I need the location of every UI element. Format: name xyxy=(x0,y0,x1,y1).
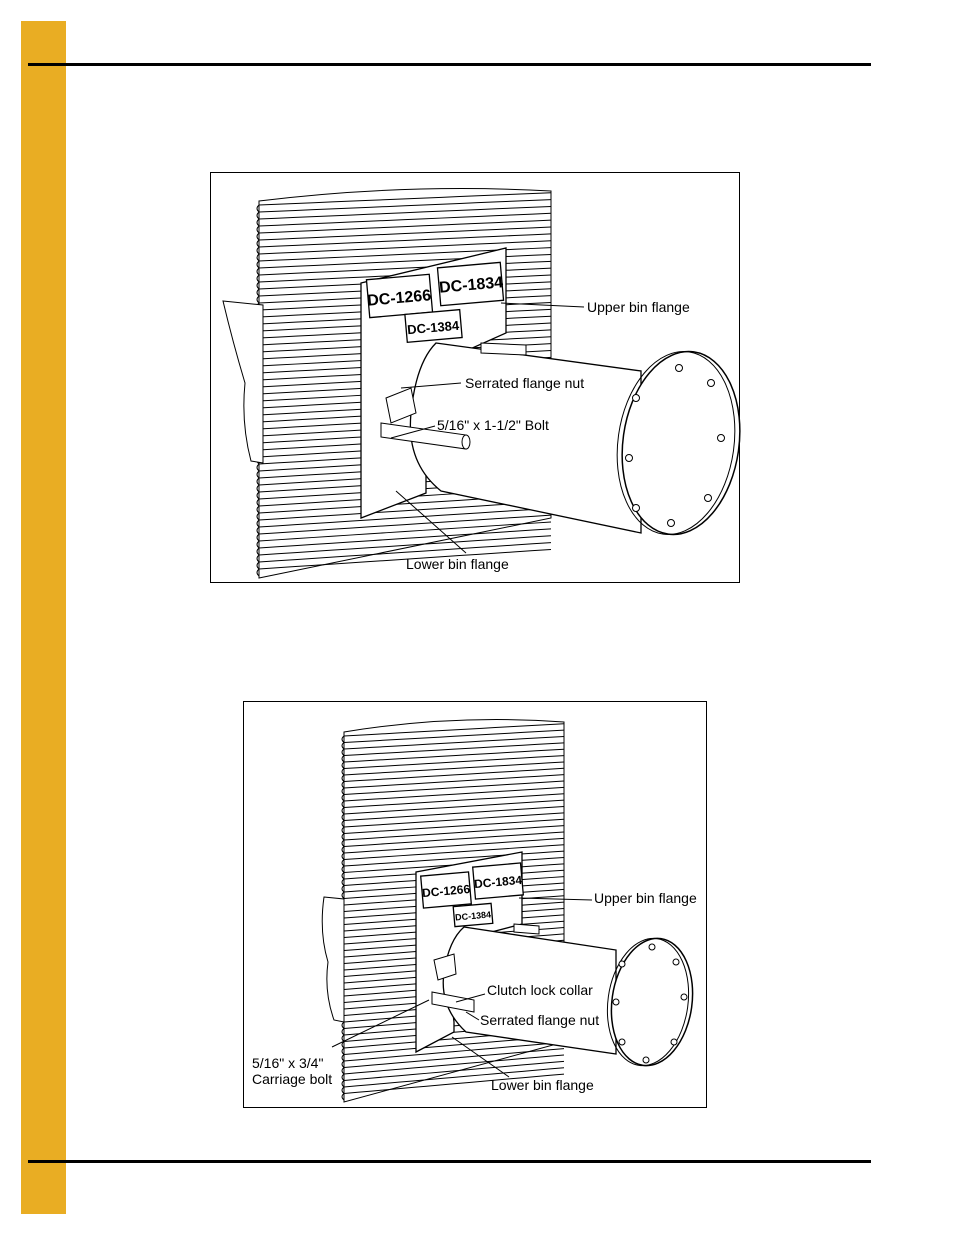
plate-dc1384 xyxy=(405,310,462,343)
plate-dc1266-2 xyxy=(421,872,472,908)
label-upper-bin-flange: Upper bin flange xyxy=(587,299,690,315)
plate-dc1266-text-2: DC-1266 xyxy=(421,881,471,901)
plate-dc1384-text-2: DC-1384 xyxy=(454,909,492,923)
side-tab xyxy=(21,21,66,1214)
label-lower-bin-flange: Lower bin flange xyxy=(406,556,509,572)
label-carriage-bolt: Carriage bolt xyxy=(252,1071,333,1087)
back-panel xyxy=(223,301,263,463)
label-lower-bin-flange-2: Lower bin flange xyxy=(491,1077,594,1093)
header-rule xyxy=(28,63,871,66)
shaft-end xyxy=(462,435,470,449)
plate-dc1384-2 xyxy=(453,903,493,926)
illustration-1 xyxy=(211,173,741,584)
plate-dc1384-text: DC-1384 xyxy=(406,317,460,338)
illustration-2 xyxy=(244,702,708,1109)
plate-dc1834-text: DC-1834 xyxy=(438,274,504,297)
back-panel-2 xyxy=(322,897,344,1022)
plate-dc1834 xyxy=(437,262,503,305)
plate-dc1266 xyxy=(366,274,432,317)
label-clutch-lock-collar: Clutch lock collar xyxy=(487,982,593,998)
label-serrated-flange-nut: Serrated flange nut xyxy=(465,375,585,391)
label-upper-bin-flange-2: Upper bin flange xyxy=(594,890,697,906)
plate-dc1266-text: DC-1266 xyxy=(366,287,432,310)
plate-dc1834-2 xyxy=(473,863,524,899)
label-bolt: 5/16" x 1-1/2" Bolt xyxy=(437,417,549,433)
footer-rule xyxy=(28,1160,871,1163)
label-serrated-flange-nut-2: Serrated flange nut xyxy=(480,1012,600,1028)
label-carriage-bolt-size: 5/16" x 3/4" xyxy=(252,1055,324,1071)
figure-upper-flange-bolt xyxy=(210,172,740,583)
figure-clutch-lock-collar xyxy=(243,701,707,1108)
upper-shaft xyxy=(481,343,526,355)
plate-dc1834-text-2: DC-1834 xyxy=(473,872,523,892)
upper-shaft-2 xyxy=(514,924,539,934)
